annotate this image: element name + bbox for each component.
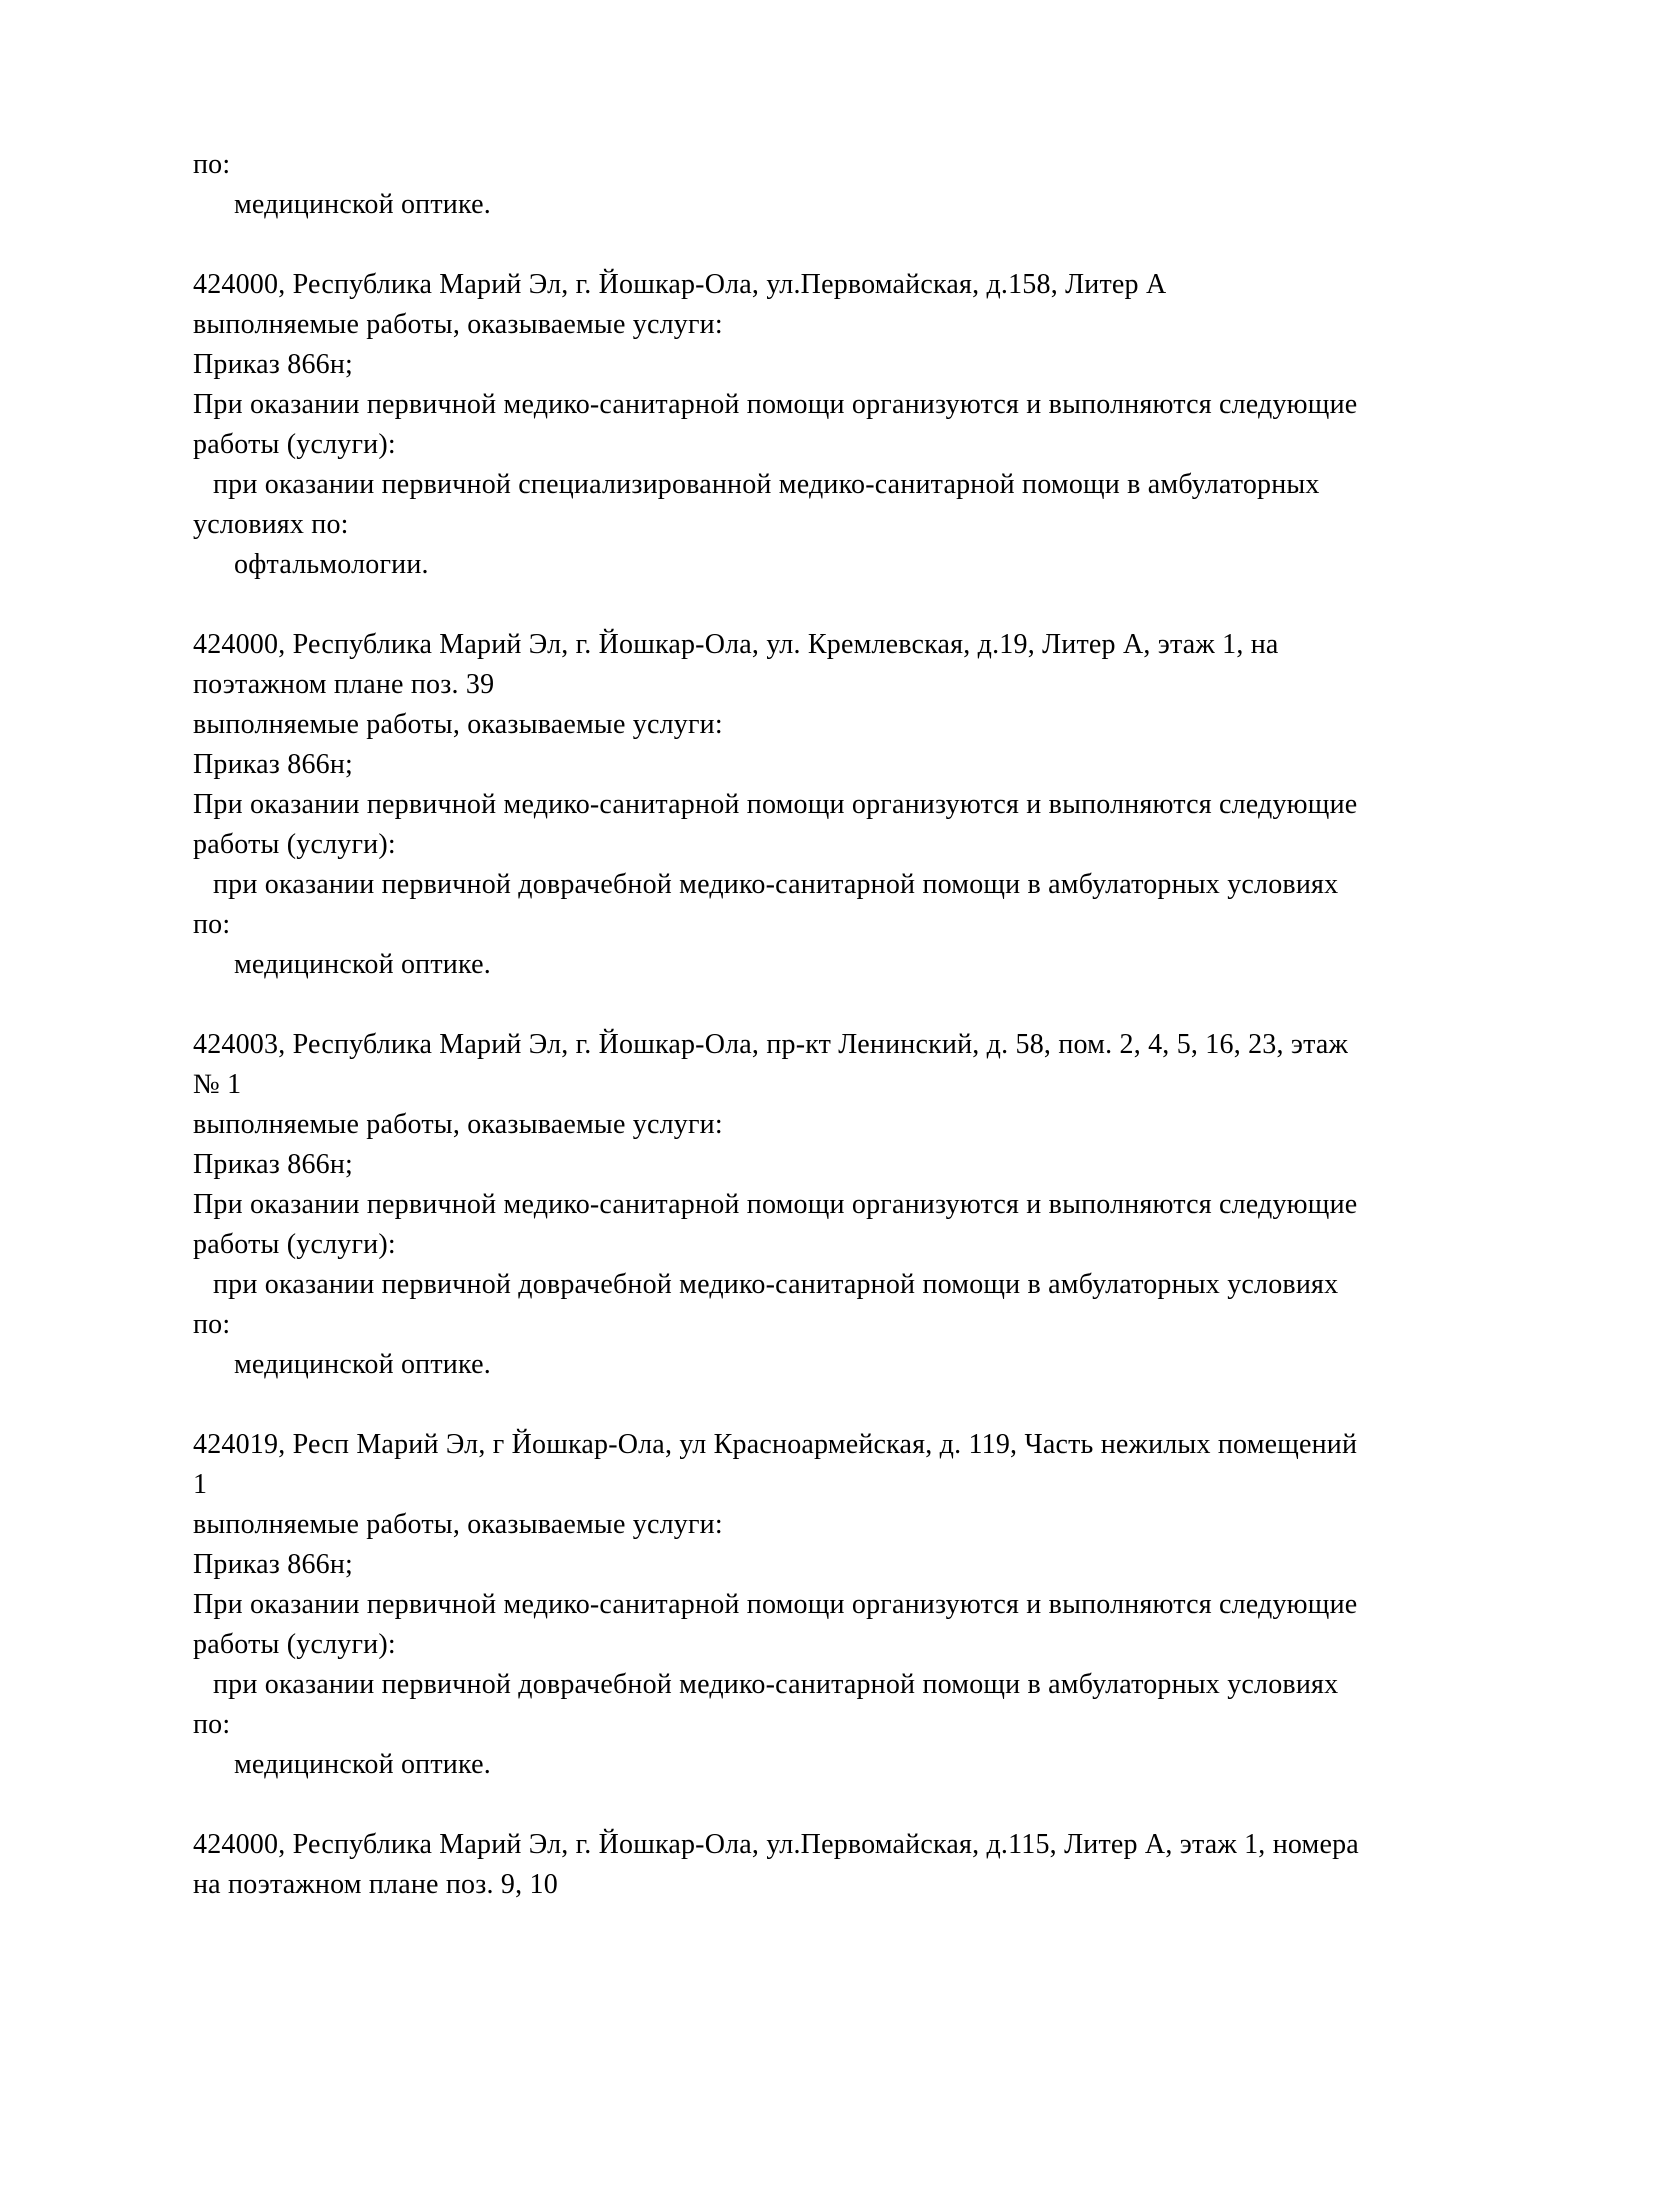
text-line: медицинской оптике.: [234, 189, 491, 220]
text-line: При оказании первичной медико-санитарной помощи организуются и выполняются следующие: [193, 1189, 1358, 1220]
text-line: выполняемые работы, оказываемые услуги:: [193, 1509, 723, 1540]
text-line: по:: [193, 1309, 231, 1340]
text-line: При оказании первичной медико-санитарной помощи организуются и выполняются следующие: [193, 1589, 1358, 1620]
text-line: № 1: [193, 1069, 242, 1100]
text-line: при оказании первичной специализированной медико-санитарной помощи в амбулаторных: [213, 469, 1320, 500]
text-line: работы (услуги):: [193, 429, 396, 460]
text-line: выполняемые работы, оказываемые услуги:: [193, 709, 723, 740]
text-line: медицинской оптике.: [234, 949, 491, 980]
text-line: по:: [193, 149, 231, 180]
text-line: медицинской оптике.: [234, 1349, 491, 1380]
text-line: Приказ 866н;: [193, 349, 354, 380]
text-line: При оказании первичной медико-санитарной помощи организуются и выполняются следующие: [193, 789, 1358, 820]
text-line: Приказ 866н;: [193, 1549, 354, 1580]
text-line: При оказании первичной медико-санитарной помощи организуются и выполняются следующие: [193, 389, 1358, 420]
text-line: [193, 585, 1593, 625]
text-line: 1: [193, 1469, 208, 1500]
text-line: 424003, Республика Марий Эл, г. Йошкар-Ола, пр-кт Ленинский, д. 58, пом. 2, 4, 5, 16, 23, этаж: [193, 1029, 1349, 1060]
text-line: [193, 985, 1593, 1025]
text-line: 424000, Республика Марий Эл, г. Йошкар-Ола, ул.Первомайская, д.115, Литер А, этаж 1, номера: [193, 1829, 1359, 1860]
text-line: офтальмологии.: [234, 549, 429, 580]
text-line: выполняемые работы, оказываемые услуги:: [193, 309, 723, 340]
text-line: 424000, Республика Марий Эл, г. Йошкар-Ола, ул.Первомайская, д.158, Литер А: [193, 269, 1167, 300]
text-line: при оказании первичной доврачебной медико-санитарной помощи в амбулаторных условиях: [213, 1269, 1339, 1300]
text-line: выполняемые работы, оказываемые услуги:: [193, 1109, 723, 1140]
text-line: по:: [193, 909, 231, 940]
text-line: работы (услуги):: [193, 829, 396, 860]
text-line: 424000, Республика Марий Эл, г. Йошкар-Ола, ул. Кремлевская, д.19, Литер А, этаж 1, на: [193, 629, 1279, 660]
text-line: при оказании первичной доврачебной медико-санитарной помощи в амбулаторных условиях: [213, 1669, 1339, 1700]
text-line: медицинской оптике.: [234, 1749, 491, 1780]
text-line: условиях по:: [193, 509, 349, 540]
text-line: [193, 1785, 1593, 1825]
text-line: по:: [193, 1709, 231, 1740]
text-line: Приказ 866н;: [193, 749, 354, 780]
text-line: при оказании первичной доврачебной медико-санитарной помощи в амбулаторных условиях: [213, 869, 1339, 900]
text-line: работы (услуги):: [193, 1229, 396, 1260]
text-line: [193, 1385, 1593, 1425]
text-line: работы (услуги):: [193, 1629, 396, 1660]
text-line: поэтажном плане поз. 39: [193, 669, 495, 700]
text-line: Приказ 866н;: [193, 1149, 354, 1180]
document-body: [193, 145, 1593, 1905]
text-line: [193, 225, 1593, 265]
text-line: 424019, Респ Марий Эл, г Йошкар-Ола, ул Красноармейская, д. 119, Часть нежилых помещений: [193, 1429, 1358, 1460]
text-line: на поэтажном плане поз. 9, 10: [193, 1869, 558, 1900]
